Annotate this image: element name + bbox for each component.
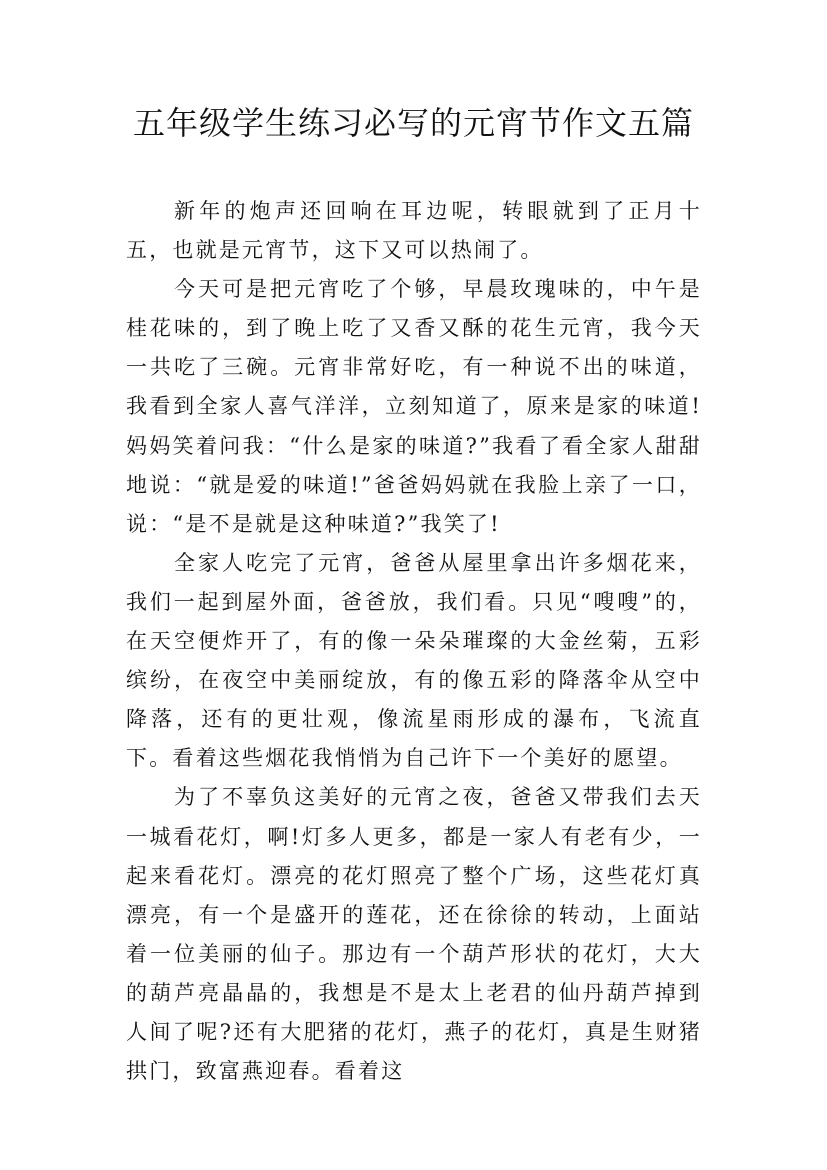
paragraph: 新年的炮声还回响在耳边呢，转眼就到了正月十五，也就是元宵节，这下又可以热闹了。 bbox=[126, 199, 702, 263]
paragraph: 今天可是把元宵吃了个够，早晨玫瑰味的，中午是桂花味的，到了晚上吃了又香又酥的花生元宵，我今天一共吃了三碗。元宵非常好吃，有一种说不出的味道，我看到全家人喜气洋洋，立刻知道了，原来是家的味道!妈妈笑着问我：“什么是家的味道?”我看了看全家人甜甜地说：“就是爱的味道!”爸爸妈妈就在我脸上亲了一口，说：“是不是就是这种味道?”我笑了! bbox=[126, 277, 702, 536]
paragraph: 为了不辜负这美好的元宵之夜，爸爸又带我们去天一城看花灯，啊!灯多人更多，都是一家人有老有少，一起来看花灯。漂亮的花灯照亮了整个广场，这些花灯真漂亮，有一个是盛开的莲花，还在徐徐的转动，上面站着一位美丽的仙子。那边有一个葫芦形状的花灯，大大的葫芦亮晶晶的，我想是不是太上老君的仙丹葫芦掉到人间了呢?还有大肥猪的花灯，燕子的花灯，真是生财猪拱门，致富燕迎春。看着这 bbox=[126, 785, 702, 1084]
document-title: 五年级学生练习必写的元宵节作文五篇 bbox=[132, 104, 694, 142]
document-body bbox=[126, 192, 702, 1091]
paragraph: 全家人吃完了元宵，爸爸从屋里拿出许多烟花来，我们一起到屋外面，爸爸放，我们看。只见“嗖嗖”的，在天空便炸开了，有的像一朵朵璀璨的大金丝菊，五彩缤纷，在夜空中美丽绽放，有的像五彩的降落伞从空中降落，还有的更壮观，像流星雨形成的瀑布，飞流直下。看着这些烟花我悄悄为自己许下一个美好的愿望。 bbox=[126, 550, 702, 771]
